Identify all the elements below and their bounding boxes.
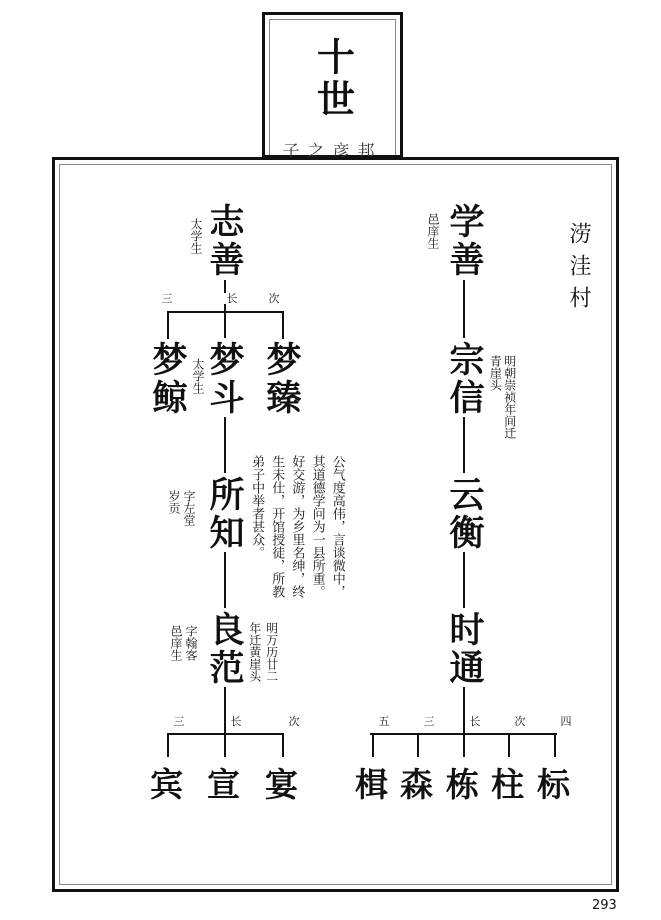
- person-mengzhen: 梦臻: [261, 341, 302, 417]
- bio-suozhi: [246, 455, 390, 615]
- child-drop-line: [554, 733, 556, 757]
- note2-liangfan-text: 明万历廿二年迁黄崖头: [247, 622, 279, 682]
- person-suozhi: 所知: [204, 476, 245, 552]
- line-liangfan-children: [224, 687, 226, 733]
- person-zhishan: 志善: [204, 203, 245, 279]
- drop-mengzhen: [282, 311, 284, 339]
- note-zongxin-text: 明朝崇祯年间迁青崖头: [488, 355, 517, 439]
- person-liangfan: 良范: [204, 611, 245, 687]
- child-name: 柱: [491, 765, 524, 804]
- note-liangfan: [168, 625, 206, 685]
- note-suozhi: [166, 490, 204, 550]
- child-drop-line: [282, 733, 284, 757]
- child-rank-label: 次: [288, 715, 300, 728]
- child-rank-label: 四: [560, 715, 572, 728]
- rank-label-meng: 三: [159, 293, 175, 304]
- child-name: 宴: [265, 765, 298, 804]
- person-yunheng: 云衡: [444, 476, 485, 552]
- child-rank-label: 次: [514, 715, 526, 728]
- generation-title: 十世: [310, 37, 356, 121]
- line-shitong-children: [463, 687, 465, 733]
- person-mengjing: 梦鲸: [147, 341, 188, 417]
- child-name: 宣: [207, 765, 240, 804]
- bio-suozhi-text: 公气度高伟，言谈微中，其道德学问为一县所重。好交游，为乡里名绅，终生未仕，开馆授徒，所教弟子中举者甚众。: [249, 455, 345, 598]
- child-rank-label: 三: [173, 715, 185, 728]
- child-rank-label: 长: [469, 715, 481, 728]
- child-drop-line: [508, 733, 510, 757]
- person-mengdou: 梦斗: [204, 341, 245, 417]
- rank-label-meng: 长: [224, 293, 240, 304]
- line-zongxin-yunheng: [463, 417, 465, 473]
- child-rank-label: 三: [423, 715, 435, 728]
- line-yunheng-shitong: [463, 552, 465, 608]
- rank-label-meng: 次: [266, 293, 282, 304]
- child-rank-label: 长: [230, 715, 242, 728]
- note-zhishan: 太学生: [189, 218, 203, 254]
- note-zongxin: [488, 355, 528, 465]
- child-drop-line: [372, 733, 374, 757]
- person-shitong: 时通: [444, 611, 485, 687]
- child-name: 森: [400, 765, 433, 804]
- generation-subtitle: 子之彦邦: [282, 142, 383, 162]
- child-name: 楫: [355, 765, 388, 804]
- generation-header-box: [262, 12, 403, 162]
- note-suozhi-text: 字左堂岁贡: [167, 490, 196, 526]
- drop-mengjing: [167, 311, 169, 339]
- person-xueshan: 学善: [444, 203, 485, 279]
- child-drop-line: [463, 733, 465, 757]
- line-suozhi-liangfan: [224, 552, 226, 608]
- bar-mengs: [167, 311, 283, 313]
- line-mengdou-suozhi: [224, 417, 226, 473]
- line-xueshan-zongxin: [463, 280, 465, 338]
- child-name: 标: [537, 765, 570, 804]
- note-liangfan-text: 字翰客邑庠生: [169, 625, 198, 661]
- person-zongxin: 宗信: [444, 341, 485, 417]
- child-name: 栋: [446, 765, 479, 804]
- child-name: 宾: [150, 765, 183, 804]
- note-mengdou: 太学生: [191, 358, 205, 394]
- page-number: 293: [592, 898, 617, 913]
- line-zhishan-mengs: [224, 280, 226, 338]
- note2-liangfan: [246, 622, 284, 712]
- child-drop-line: [167, 733, 169, 757]
- child-drop-line: [417, 733, 419, 757]
- child-rank-label: 五: [378, 715, 390, 728]
- child-drop-line: [224, 733, 226, 757]
- note-xueshan: 邑庠生: [426, 213, 440, 249]
- village-name: 涝洼村: [566, 222, 591, 318]
